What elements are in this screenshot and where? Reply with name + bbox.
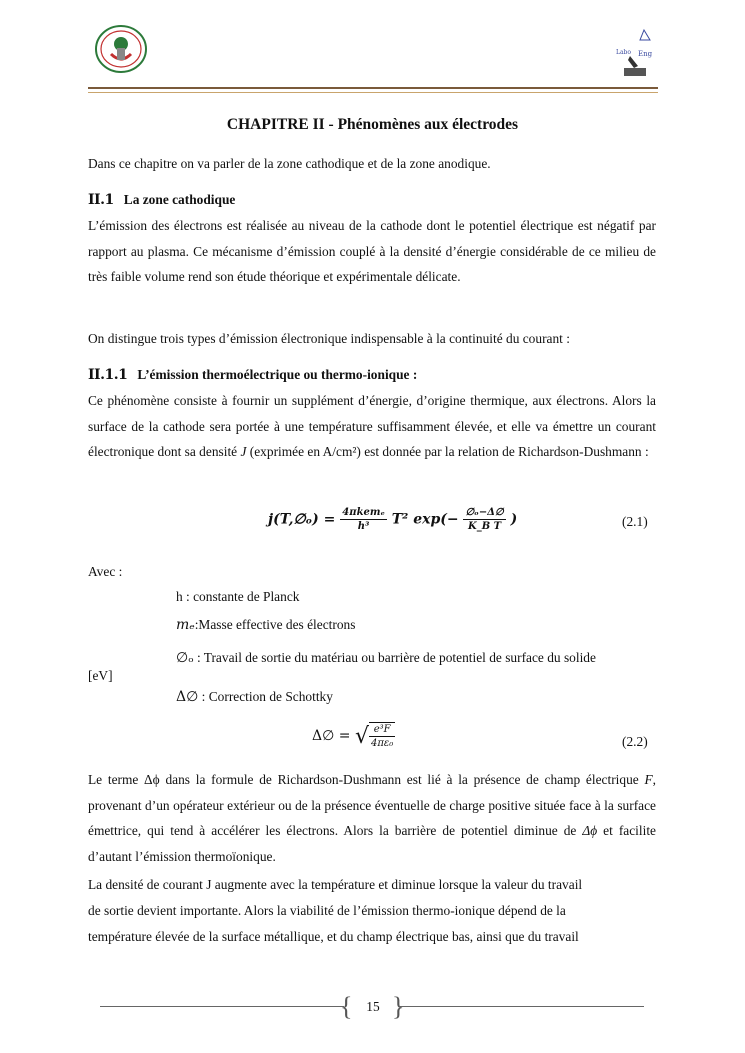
definition-dphi: [176, 689, 333, 705]
types-intro: On distingue trois types d’émission électronique indispensable à la continuité du courant :: [88, 331, 570, 346]
equation-exponent-fraction: [463, 506, 505, 533]
fraction-denominator: h³: [357, 521, 370, 532]
subsection-paragraph: [88, 388, 656, 465]
fraction-denominator: K_B T: [468, 521, 502, 532]
fraction-numerator: 4πkemₑ: [342, 507, 385, 518]
definition-h: h : constante de Planck: [176, 589, 300, 604]
section-heading: [88, 192, 235, 208]
equation-2-2: [312, 722, 395, 750]
equation-number: (2.2): [622, 734, 648, 749]
equation-number: (2.1): [622, 514, 648, 529]
footer-brace-left: {: [340, 992, 353, 1021]
density-line-3: température élevée de la surface métallique, et du champ électrique bas, ainsi que du travail: [88, 929, 579, 944]
paragraph-text: Le terme Δϕ dans la formule de Richardson-Dushmann est lié à la présence de champ électrique: [88, 772, 645, 787]
symbol-dphi: Δ∅: [176, 689, 199, 705]
definition-phi: [176, 650, 596, 666]
header-rule-thin: [88, 92, 658, 93]
fraction-numerator: e³F: [369, 723, 395, 737]
symbol-me: mₑ: [176, 617, 195, 633]
definition-text: :Masse effective des électrons: [194, 617, 356, 632]
symbol-phi: ∅ₒ: [176, 650, 194, 666]
variable-f: F: [644, 772, 653, 787]
footer-rule-left: [100, 1006, 344, 1007]
footer-rule-right: [400, 1006, 644, 1007]
section-paragraph: L’émission des électrons est réalisée au niveau de la cathode dont le potentiel électrique est négatif par rapport au plasma. Ce mécanisme d’émission couplé à la densité d’énergie considérable de ce milieu de très faible volume rend son étude théorique et expérimentale délicate.: [88, 218, 656, 285]
university-logo: [93, 24, 149, 74]
subsection-heading: [88, 367, 417, 383]
schottky-paragraph: [88, 767, 656, 869]
page-number: 15: [366, 999, 380, 1014]
definition-me: [176, 617, 355, 633]
subsection-number: II.1.1: [88, 367, 128, 383]
paragraph-text: (exprimée en A/cm²) est donnée par la relation de Richardson-Dushmann :: [246, 444, 649, 460]
intro-text: Dans ce chapitre on va parler de la zone cathodique et de la zone anodique.: [88, 156, 491, 171]
section-title: La zone cathodique: [123, 192, 236, 207]
laboratory-logo: [614, 28, 660, 80]
definition-text: : Correction de Schottky: [198, 689, 333, 704]
fraction-denominator: 4πε₀: [370, 738, 394, 749]
fraction-numerator: ∅ₒ−Δ∅: [465, 507, 504, 518]
section-number: II.1: [88, 192, 114, 208]
paragraph-text: , provenant d’un opérateur extérieur ou de la présence éventuelle de charge positive située face à la surface émettrice, qui tend à accélérer les électrons. Alors la barrière de potentiel diminue de: [88, 772, 656, 839]
unit-ev: [eV]: [88, 668, 113, 683]
subsection-title: L’émission thermoélectrique ou thermo-ionique :: [137, 367, 418, 382]
chapter-title: CHAPITRE II - Phénomènes aux électrodes: [226, 116, 519, 133]
equation-fraction: [340, 506, 387, 533]
sqrt-sign: √: [354, 723, 369, 749]
density-line-2: de sortie devient importante. Alors la viabilité de l’émission thermo-ionique dépend de la: [88, 903, 566, 918]
density-line-1: La densité de courant J augmente avec la température et diminue lorsque la valeur du travail: [88, 877, 583, 892]
svg-text:Labo: Labo: [616, 49, 632, 56]
definition-text: : Travail de sortie du matériau ou barrière de potentiel de surface du solide: [193, 650, 596, 665]
paragraph-text: et facilite d’autant l’émission thermoïonique.: [88, 823, 656, 864]
paragraph-text: Ce phénomène consiste à fournir un supplément d’énergie, d’origine thermique, aux électrons. Alors la surface de la cathode sera portée à une température suffisamment élevée, et elle va émettre un courant électronique dont sa densité: [88, 393, 656, 460]
equation-close: ): [510, 511, 518, 528]
equation-2-1: [268, 506, 517, 533]
equation-lhs: j(T,∅ₒ) =: [268, 511, 336, 528]
header-rule: [88, 87, 658, 89]
equation-lhs: Δ∅ =: [312, 728, 351, 744]
variable-j: J: [240, 444, 247, 460]
footer-brace-right: }: [392, 992, 405, 1021]
sqrt-fraction: [369, 722, 395, 750]
avec-label: Avec :: [88, 564, 123, 579]
svg-text:Eng: Eng: [638, 50, 653, 58]
equation-middle: T² exp(−: [391, 511, 459, 528]
variable-dphi: Δϕ: [582, 823, 598, 839]
